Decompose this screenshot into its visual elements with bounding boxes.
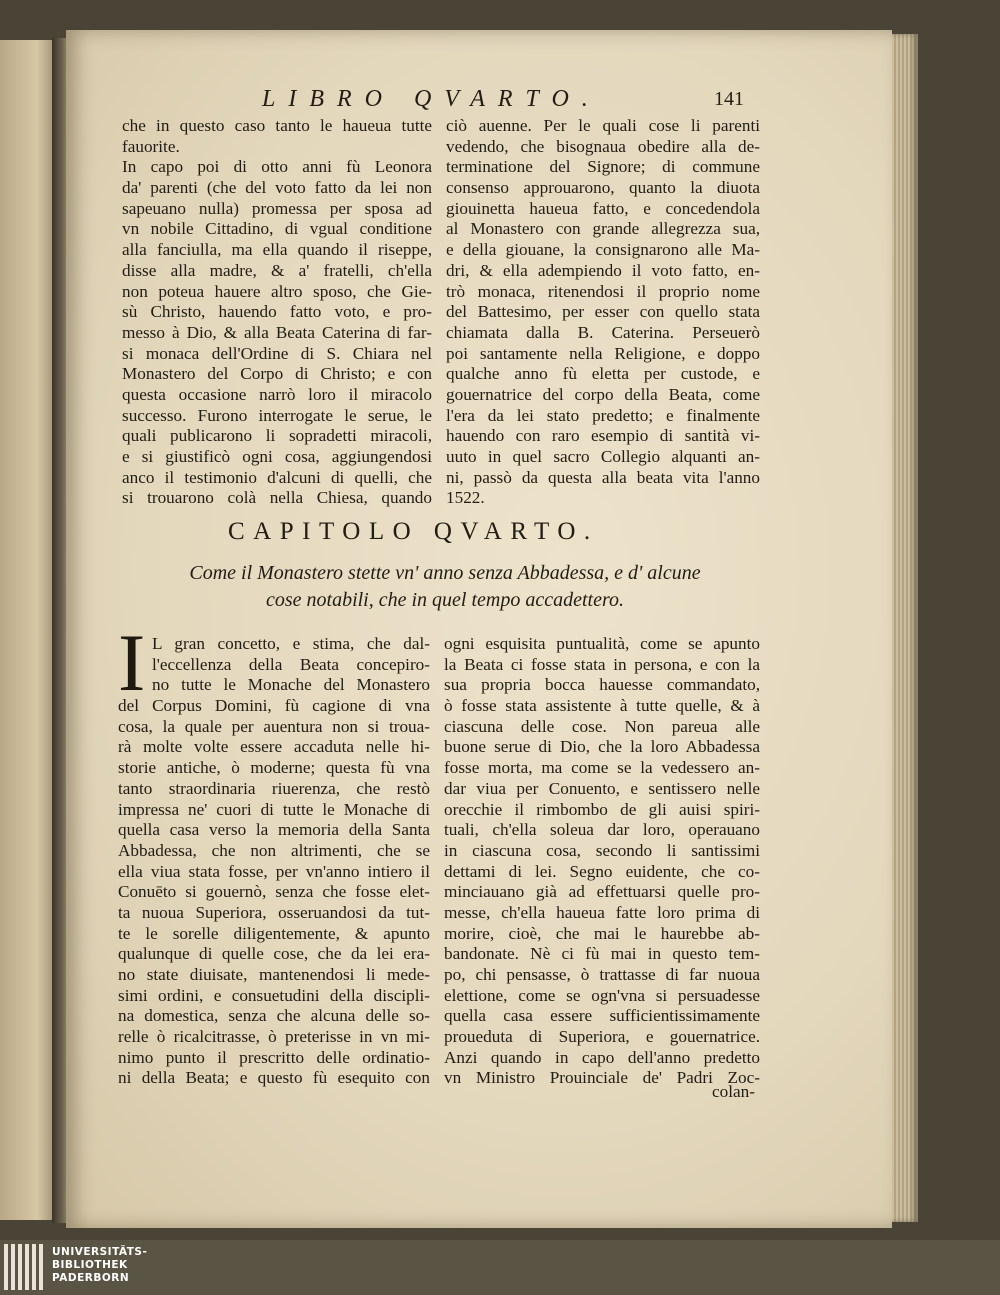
text-line: in ciascuna cosa, secondo li santissimi [444,840,760,860]
text-line: questa occasione narrò loro il miracolo [122,384,432,404]
text-line: 1522. [446,488,485,508]
page-number: 141 [714,88,744,110]
chapter-title: CAPITOLO QVARTO. [228,518,599,545]
text-line: che in questo caso tanto le haueua tutte [122,116,432,135]
text-column-top-left [122,116,432,509]
text-line: ogni esquisita puntualità, come se apunto [444,634,760,653]
text-line: vn Ministro Prouinciale de' Padri Zoc- [444,1068,760,1088]
text-line: da' parenti (che del voto fatto da lei non [122,178,432,198]
text-line: tuali, ch'ella soleua dar loro, operauano [444,820,760,840]
text-column-top-right [446,116,760,509]
logo-line: UNIVERSITÄTS- [52,1246,148,1258]
chapter-subtitle-line: cose notabili, che in quel tempo accadettero. [265,589,625,611]
library-logo-text [52,1246,147,1285]
text-line: fosse morta, ma come se la vedessero an- [444,758,760,778]
text-line: proueduta di Superiora, e gouernatrice. [444,1027,760,1047]
text-line: si monaca dell'Ordine di S. Chiara nel [122,343,432,363]
text-line: e della giouane, la consignarono alle Ma- [446,240,760,260]
text-line: quella casa verso la memoria della Santa [118,820,430,840]
text-line: l'eccellenza della Beata concepiro- [152,654,430,674]
text-line: no state diuisate, mantenendosi li mede- [118,965,430,984]
text-line: Conuēto si gouernò, senza che fosse elet- [118,882,430,902]
text-line: impressa ne' cuori di tutte le Monache di [118,799,430,819]
text-line: Monastero del Corpo di Christo; e con [122,364,432,384]
text-line: e si giustificò ogni cosa, aggiungendosi [122,447,432,466]
text-line: dar viua per Conuento, e sentissero nelle [444,778,760,798]
text-line: al Monastero con grande allegrezza sua, [446,219,760,239]
text-line: Anzi quando in capo dell'anno predetto [444,1047,760,1067]
text-line: rà molte volte essere accaduta nelle hi- [118,737,430,757]
logo-line: BIBLIOTHEK [52,1259,128,1271]
text-line: ni, passò da questa alla beata vita l'anno [446,467,760,487]
text-line: vedendo, che bisognaua obedire alla de- [446,136,760,156]
text-line: orecchie il rimbombo de gli auisi spiri- [444,799,760,819]
text-line: successo. Furono interrogate le serue, le [122,405,432,425]
text-line: hauendo con raro esempio di santità vi- [446,426,760,446]
text-line: qualunque di quelle cose, che da lei era- [118,944,430,964]
text-line: te le sorelle diligentemente, & apunto [118,923,430,943]
text-line: anco il testimonio d'alcuni di quelli, che [122,467,432,487]
text-line: dettami di lei. Segno euidente, che co- [444,861,760,881]
chapter-subtitle [120,560,770,614]
text-line: simi ordini, e consuetudini della discipli- [118,985,430,1005]
library-logo-icon [4,1244,44,1290]
text-line: uuto in quel sacro Collegio alquanti an- [446,447,760,466]
text-line: non poteua hauere altro sposo, che Gie- [122,281,432,301]
text-line: bandonate. Nè ci fù mai in questo tem- [444,944,760,964]
text-line: quali publicarono li sopradetti miracoli, [122,426,432,446]
text-line: si trouarono colà nella Chiesa, quando [122,488,432,508]
text-line: In capo poi di otto anni fù Leonora [122,157,432,177]
text-line: chiamata dalla B. Caterina. Perseuerò [446,322,760,342]
text-line: terminatione del Signore; di commune [446,157,760,177]
text-line: tanto straordinaria riuerenza, che restò [118,778,430,798]
text-line: la Beata ci fosse stata in persona, e con la [444,654,760,674]
text-line: sua propria bocca hauesse commandato, [444,675,760,695]
text-line: cosa, la quale per auentura non si troua- [118,716,430,736]
text-line: ò fosse stata assistente à tutte quelle, & à [444,696,760,716]
text-line: Abbadessa, che non altrimenti, che se [118,840,430,860]
text-line: nimo punto il prescritto delle ordinatio- [118,1047,430,1067]
text-line: gouernatrice del corpo della Beata, come [446,384,760,404]
text-column-bottom-right [444,634,760,1089]
text-line: messo à Dio, & alla Beata Caterina di far- [122,322,432,342]
text-line: disse alla madre, & a' fratelli, ch'ella [122,260,432,280]
text-line: l'era da lei stato predetto; e finalmente [446,405,760,425]
text-line: elettione, come se ogn'vna si persuadesse [444,985,760,1005]
drop-cap: I [118,617,146,708]
running-head: LIBRO QVARTO. [262,86,601,112]
text-line: ciascuna delle cose. Non pareua alle [444,716,760,736]
library-footer [0,1240,1000,1295]
text-line: sapeuano nulla) promessa per sposa ad [122,198,432,218]
text-line: morire, cioè, che mai le haurebbe ab- [444,923,760,943]
text-line: giouinetta haueua fatto, e concedendola [446,198,760,218]
text-line: ta nuoua Superiora, osseruandosi da tut- [118,902,430,922]
text-line: quella casa essere sufficientissimamente [444,1006,760,1026]
text-column-bottom-left [118,617,430,1089]
logo-line: PADERBORN [52,1272,130,1284]
text-line: buone serue di Dio, che la loro Abbadessa [444,737,760,757]
text-line: alla fanciulla, ma ella quando il riseppe, [122,240,432,260]
text-line: relle ò ricalcitrasse, ò preterisse in vn mi- [118,1027,430,1047]
text-line: na domestica, senza che alcuna delle so- [118,1006,430,1026]
text-line: ella viua stata fosse, per vn'anno intiero il [118,861,430,881]
text-line: minciauano già ad effettuarsi quelle pro- [444,882,760,902]
text-line: L gran concetto, e stima, che dal- [152,634,430,653]
text-line: poi santamente nella Religione, e doppo [446,343,760,363]
text-line: messe, ch'ella haueua fatte loro prima di [444,902,760,922]
text-line: qualche anno fù eletta per custode, e [446,364,760,384]
text-line: vn nobile Cittadino, di vgual conditione [122,219,432,239]
text-line: del Corpus Domini, fù cagione di vna [118,696,430,716]
text-line: ciò auenne. Per le quali cose li parenti [446,116,760,135]
page-stack-edge [888,34,918,1222]
catchword: colan- [712,1082,755,1101]
text-line: no tutte le Monache del Monastero [152,675,430,695]
chapter-subtitle-line: Come il Monastero stette vn' anno senza Abbadessa, e d' alcune [189,562,701,584]
text-line: fauorite. [122,136,180,156]
text-line: dri, & ella adempiendo il voto fatto, en- [446,260,760,280]
text-line: del Battesimo, per esser con quello stata [446,302,760,322]
text-line: sù Christo, hauendo fatto voto, e pro- [122,302,432,322]
text-line: storie antiche, ò moderne; questa fù vna [118,758,430,778]
text-line: consenso approuarono, quanto la diuota [446,178,760,198]
text-line: ni della Beata; e questo fù esequito con [118,1068,430,1088]
text-line: trò monaca, ritenendosi il proprio nome [446,281,760,301]
text-line: po, chi pensasse, ò trattasse di far nuoua [444,965,760,984]
